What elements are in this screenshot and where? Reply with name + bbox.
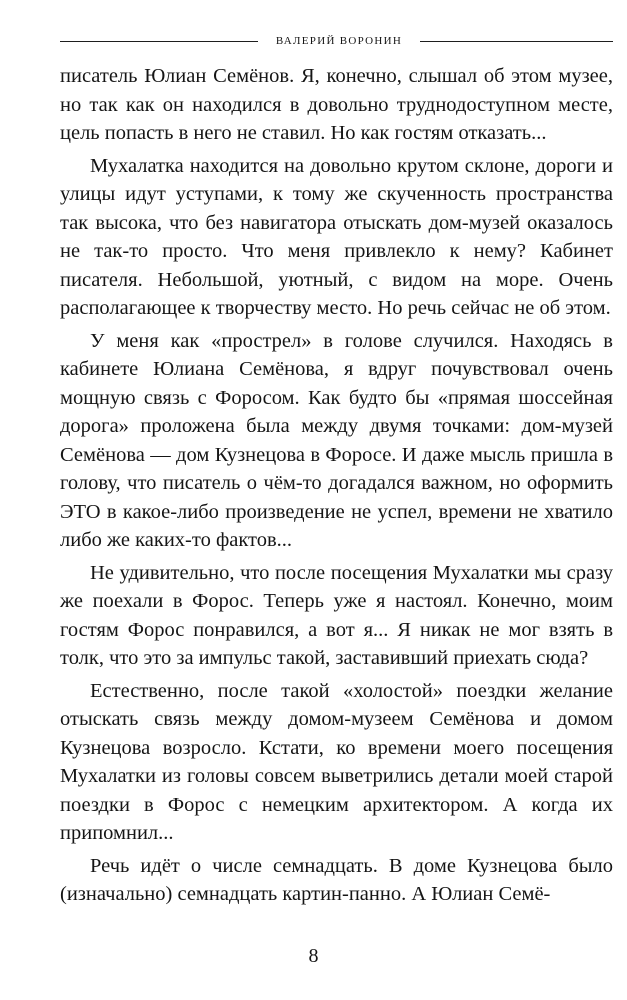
paragraph: Не удивительно, что после посещения Мухалатки мы сразу же поехали в Форос. Теперь уже я настоял. Конечно, моим гостям Форос понравился, а вот я... Я никак не мог взять в толк, что это за импульс такой, заставивший приехать сюда? [60, 561, 613, 669]
paragraph: Мухалатка находится на довольно крутом склоне, дороги и улицы идут уступами, к тому же скученность пространства так высока, что без навигатора отыскать дом-музей оказалось не так-то просто. Что меня привлекло к нему? Кабинет писателя. Небольшой, уютный, с видом на море. Очень располагающее к творчеству место. Но речь сейчас не об этом. [60, 154, 613, 319]
header-rule-left [60, 41, 258, 42]
paragraph: Естественно, после такой «холостой» поездки желание отыскать связь между домом-музеем Семёнова и домом Кузнецова возросло. Кстати, ко времени моего посещения Мухалатки из головы совсем выветрились детали моей старой поездки в Форос с немецким архитектором. А когда их припомнил... [60, 679, 613, 844]
running-header [60, 34, 613, 48]
running-title: ВАЛЕРИЙ ВОРОНИН [275, 35, 403, 47]
paragraph: У меня как «прострел» в голове случился. Находясь в кабинете Юлиана Семёнова, я вдруг почувствовал очень мощную связь с Форосом. Как будто бы «прямая шоссейная дорога» проложена была между двумя точками: дом-музей Семёнова — дом Кузнецова в Форосе. И даже мысль пришла в голову, что писатель о чём-то догадался важном, но оформить ЭТО в какое-либо произведение не успел, времени не хватило либо же каких-то фактов... [60, 329, 613, 551]
header-rule-right [420, 41, 613, 42]
paragraph-continued: писатель Юлиан Семёнов. Я, конечно, слышал об этом музее, но так как он находился в довольно труднодоступном месте, цель попасть в него не ставил. Но как гостям отказать... [60, 65, 613, 144]
paragraph: Речь идёт о числе семнадцать. В доме Кузнецова было (изначально) семнадцать картин-панно. А Юлиан Семё- [60, 854, 613, 905]
body-text [60, 62, 613, 909]
page-number: 8 [308, 945, 319, 967]
